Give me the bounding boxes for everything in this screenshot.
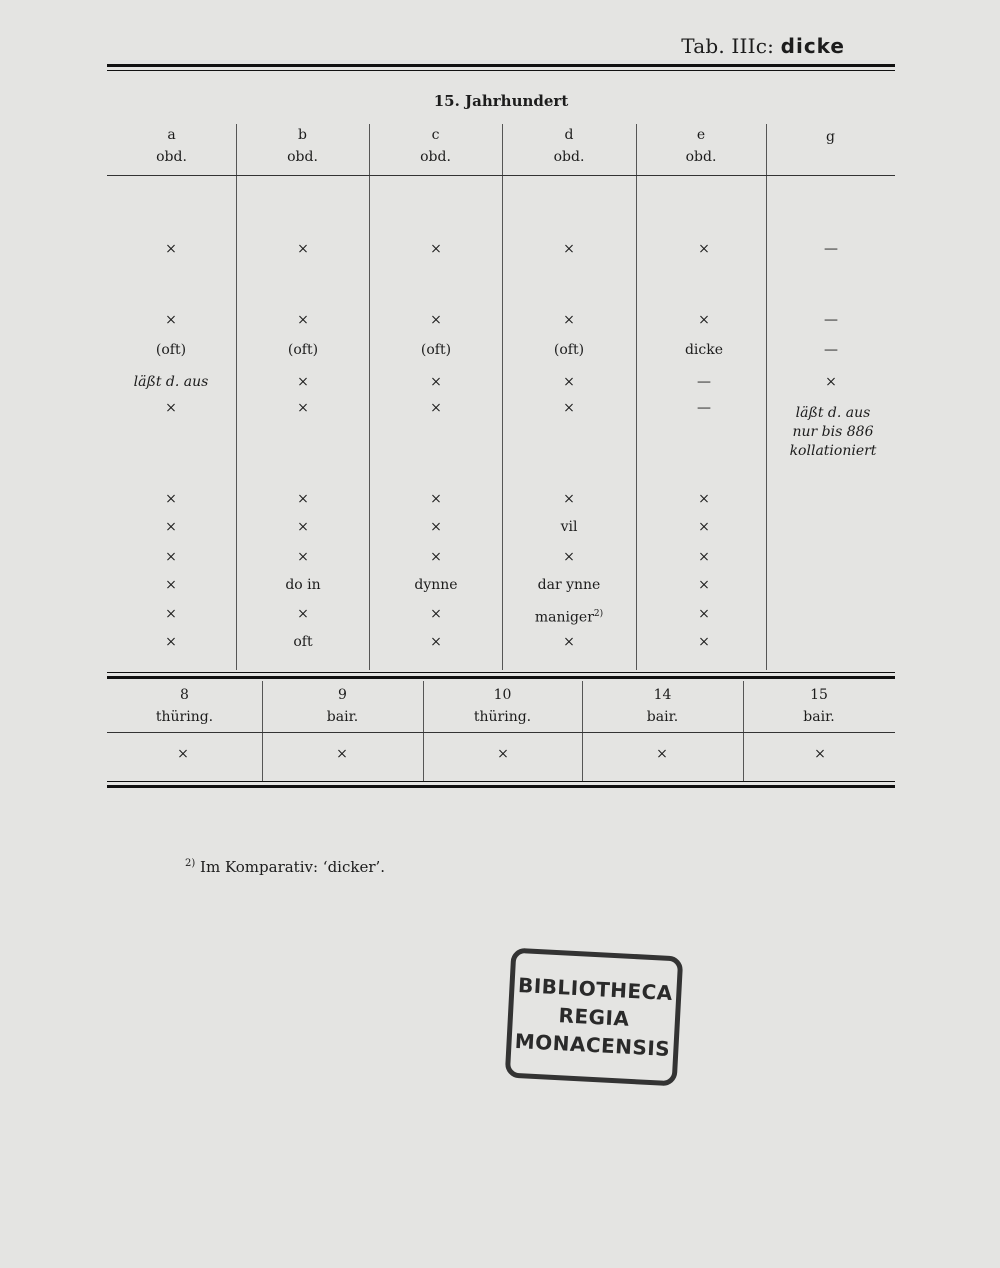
column-dialect: thüring.	[473, 709, 532, 725]
g-note-line: läßt d. aus	[795, 405, 871, 421]
cell-mark: ×	[336, 746, 348, 762]
table-cell: ×	[698, 577, 710, 593]
cell-mark: ×	[177, 746, 189, 762]
table-cell: ×	[825, 374, 837, 390]
table-cell: ×	[165, 312, 177, 328]
table-cell: vil	[560, 519, 578, 535]
page-header	[681, 34, 845, 58]
column-dialect: bair.	[326, 709, 359, 725]
table-cell: ×	[297, 491, 309, 507]
column-dialect: bair.	[646, 709, 679, 725]
table-cell: (oft)	[287, 342, 319, 358]
table-cell: ×	[297, 312, 309, 328]
table-cell: ×	[430, 374, 442, 390]
table-cell: ×	[698, 312, 710, 328]
table-cell: ×	[297, 374, 309, 390]
table-cell: ×	[698, 519, 710, 535]
g-note-line: nur bis 886	[792, 424, 874, 440]
table-cell: ×	[563, 549, 575, 565]
table-cell: ×	[165, 634, 177, 650]
column-number: 10	[493, 687, 512, 703]
column-header-g	[766, 126, 895, 148]
table-cell: ×	[165, 400, 177, 416]
table-cell: (oft)	[155, 342, 187, 358]
column-header-9	[262, 684, 423, 728]
column-dialect: bair.	[803, 709, 835, 725]
table-cell: ×	[165, 606, 177, 622]
column-header-10	[423, 684, 582, 728]
column-dialect: obd.	[156, 149, 187, 165]
stamp-line: REGIA	[557, 1003, 631, 1031]
table-cell: ×	[165, 491, 177, 507]
table-cell: ×	[165, 549, 177, 565]
table-cell: ×	[698, 491, 710, 507]
table-cell: dar ynne	[537, 577, 601, 593]
table-cell: —	[824, 342, 838, 358]
column-dialect: thüring.	[155, 709, 214, 725]
header-word: dicke	[780, 34, 845, 58]
footnote-ref: 2)	[593, 609, 604, 619]
table-cell: oft	[293, 634, 313, 650]
table-cell: —	[697, 400, 711, 416]
table-cell	[509, 606, 629, 627]
table-title: 15. Jahrhundert	[433, 92, 569, 110]
cell-mark: ×	[814, 746, 826, 762]
table-cell: ×	[430, 241, 442, 257]
table-cell: (oft)	[420, 342, 452, 358]
table-cell: ×	[430, 606, 442, 622]
table-cell: ×	[563, 312, 575, 328]
footnote-mark: 2)	[185, 858, 196, 869]
column-divider	[502, 124, 503, 670]
top-rule-thick	[107, 64, 895, 67]
column-header-d	[502, 124, 636, 168]
table-cell: dicke	[684, 342, 724, 358]
footnote	[185, 858, 385, 876]
column-number: 8	[180, 687, 189, 703]
stamp-line: MONACENSIS	[514, 1028, 671, 1062]
table-cell: (oft)	[553, 342, 585, 358]
table-cell: ×	[698, 549, 710, 565]
bottom-header-underline	[107, 732, 895, 733]
table-cell: ×	[165, 241, 177, 257]
column-header-a	[107, 124, 236, 168]
column-number: 9	[338, 687, 347, 703]
table-cell: ×	[297, 549, 309, 565]
table-cell: do in	[285, 577, 321, 593]
column-header-8	[107, 684, 262, 728]
column-letter: c	[431, 127, 440, 143]
table-cell: ×	[430, 491, 442, 507]
table-cell: ×	[430, 519, 442, 535]
column-dialect: obd.	[420, 149, 451, 165]
table-cell: ×	[698, 634, 710, 650]
table-cell: —	[824, 241, 838, 257]
middle-rule-thick	[107, 676, 895, 679]
column-number: 15	[810, 687, 828, 703]
table-cell: ×	[563, 374, 575, 390]
column-header-b	[236, 124, 369, 168]
table-cell: ×	[698, 606, 710, 622]
column-divider	[636, 124, 637, 670]
g-column-note	[772, 404, 894, 461]
column-letter: d	[564, 127, 574, 143]
table-cell: läßt d. aus	[133, 374, 209, 390]
table-cell: ×	[430, 312, 442, 328]
cell-text: maniger	[534, 609, 594, 626]
table-cell: ×	[297, 606, 309, 622]
column-number: 14	[653, 687, 672, 703]
table-cell: ×	[563, 241, 575, 257]
table-cell: ×	[430, 400, 442, 416]
cell-mark: ×	[497, 746, 509, 762]
table-cell: ×	[563, 634, 575, 650]
table-cell: ×	[297, 400, 309, 416]
table-cell: ×	[698, 241, 710, 257]
column-divider	[236, 124, 237, 670]
column-letter: e	[696, 127, 706, 143]
column-divider	[766, 124, 767, 670]
column-letter: b	[298, 127, 307, 143]
g-note-line: kollationiert	[789, 443, 877, 459]
column-dialect: obd.	[685, 149, 717, 165]
column-dialect: obd.	[287, 149, 318, 165]
stamp-line: BIBLIOTHECA	[517, 973, 674, 1006]
table-cell: ×	[430, 634, 442, 650]
column-header-c	[369, 124, 502, 168]
table-cell: ×	[563, 491, 575, 507]
column-dialect: obd.	[553, 149, 585, 165]
table-cell: ×	[297, 519, 309, 535]
column-divider	[369, 124, 370, 670]
table-cell: —	[824, 312, 838, 328]
table-cell: ×	[563, 400, 575, 416]
middle-rule-thin	[107, 672, 895, 673]
table-cell: ×	[165, 577, 177, 593]
column-letter: a	[167, 127, 176, 143]
footnote-text: Im Komparativ: ‘dicker’.	[200, 858, 386, 876]
bottom-rule-thin	[107, 781, 895, 782]
header-underline	[107, 175, 895, 176]
column-header-e	[636, 124, 766, 168]
table-cell: ×	[165, 519, 177, 535]
top-rule-thin	[107, 70, 895, 71]
table-cell: ×	[297, 241, 309, 257]
column-header-15	[743, 684, 895, 728]
table-cell: ×	[430, 549, 442, 565]
table-cell: dynne	[414, 577, 458, 593]
cell-mark: ×	[656, 746, 668, 762]
table-cell: —	[697, 374, 711, 390]
column-letter: g	[826, 129, 835, 145]
bottom-rule-thick	[107, 785, 895, 788]
library-stamp	[505, 948, 684, 1087]
table-id: Tab. IIIc:	[681, 34, 775, 58]
column-header-14	[582, 684, 743, 728]
